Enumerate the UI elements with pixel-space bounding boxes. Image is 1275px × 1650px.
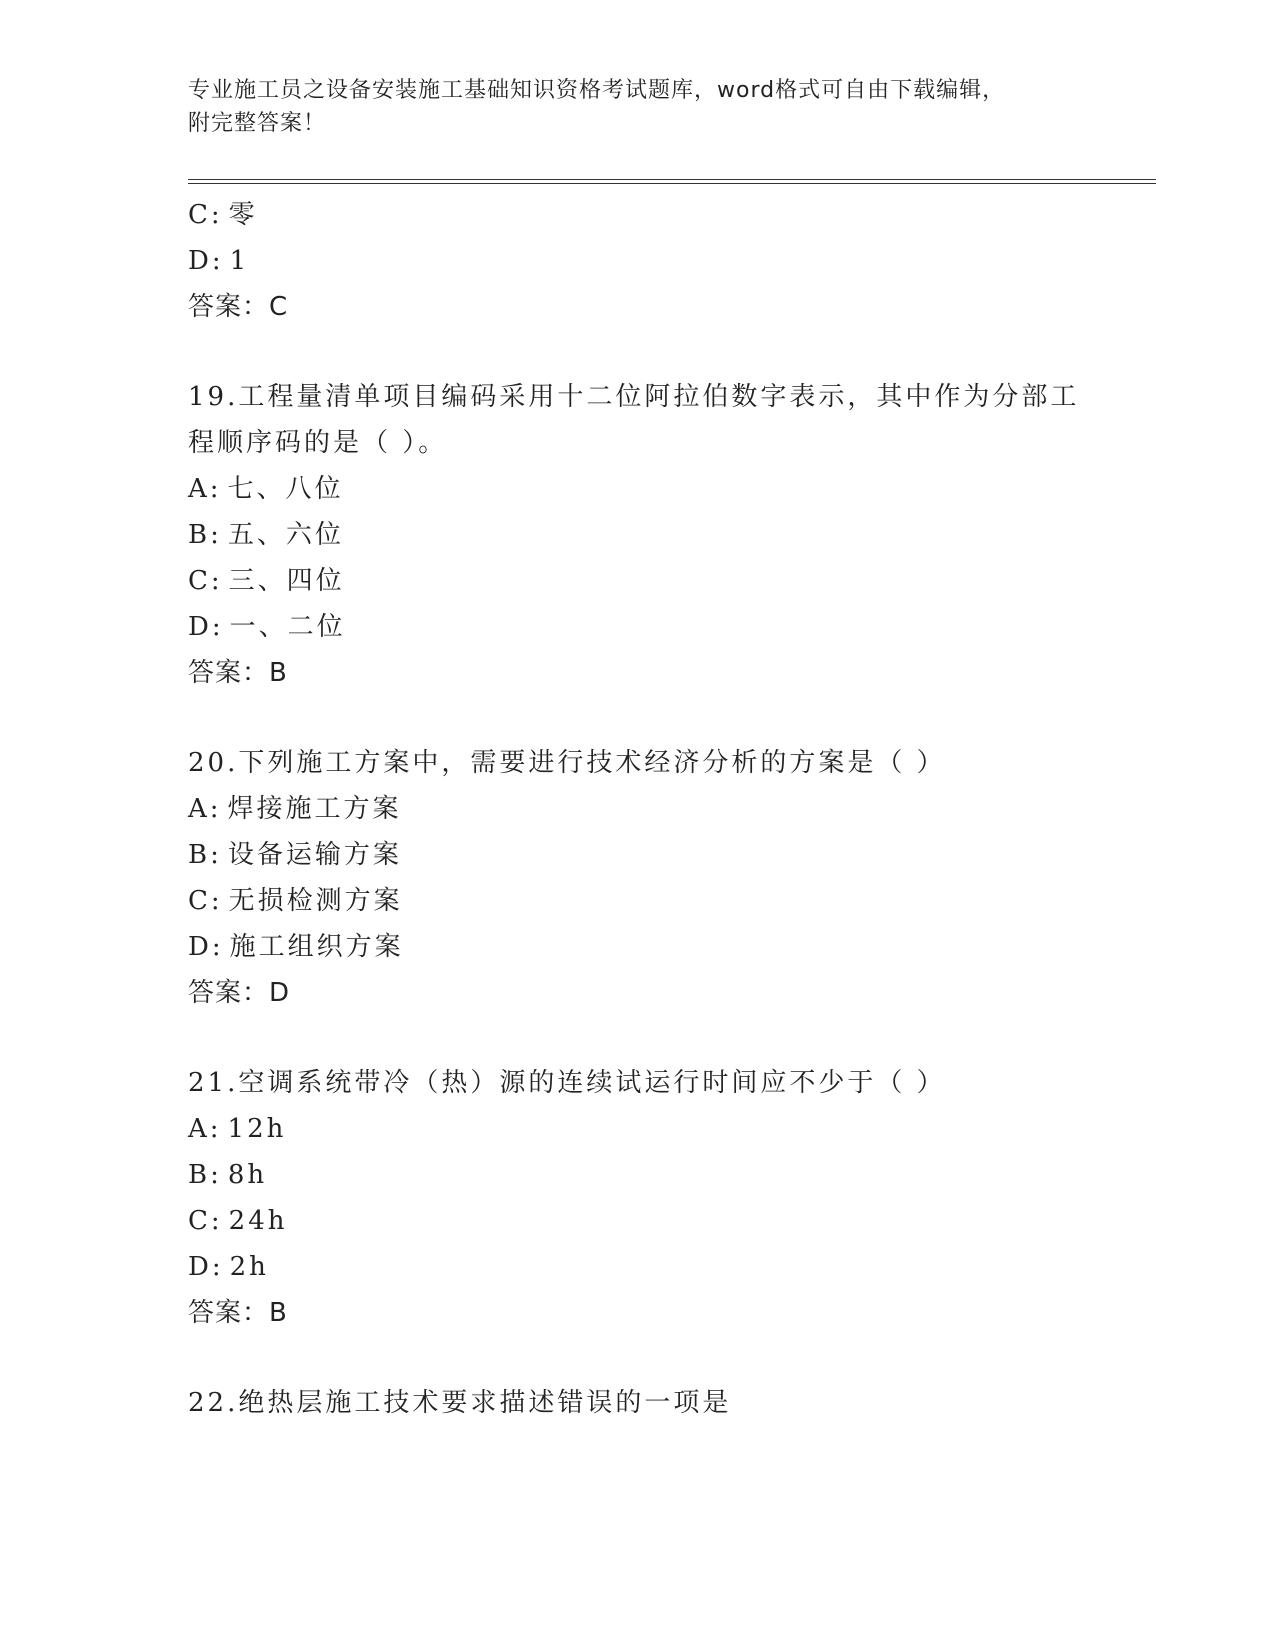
question-text: 绝热层施工技术要求描述错误的一项是 (238, 1388, 732, 1418)
question-text-part-1: 工程量清单项目编码采用十二位阿拉伯数字表示，其中作为分部工 (238, 382, 1080, 412)
spacer (188, 1016, 1148, 1060)
option-text: 8h (227, 1160, 268, 1190)
question-number: 20. (188, 748, 239, 778)
option-b (188, 512, 1148, 558)
question-21 (188, 1060, 1148, 1336)
option-letter: A: (188, 1114, 222, 1144)
question-22 (188, 1380, 1148, 1426)
option-b (188, 1152, 1148, 1198)
option-letter: C: (188, 886, 223, 916)
question-line-1 (188, 1060, 1148, 1106)
option-letter: C: (188, 200, 223, 230)
option-text: 五、六位 (227, 520, 344, 550)
question-line-1 (188, 374, 1148, 420)
option-d (188, 238, 1148, 284)
answer: 答案：C (188, 292, 289, 322)
option-letter: C: (188, 566, 223, 596)
option-text: 设备运输方案 (227, 840, 402, 870)
option-letter: A: (188, 474, 222, 504)
spacer (188, 330, 1148, 374)
question-list (188, 192, 1148, 1426)
option-text: 12h (227, 1114, 287, 1144)
option-c (188, 1198, 1148, 1244)
option-text: 七、八位 (227, 474, 344, 504)
option-letter: A: (188, 794, 222, 824)
question-number: 22. (188, 1388, 239, 1418)
question-18-tail (188, 192, 1148, 330)
option-letter: B: (188, 520, 222, 550)
option-letter: C: (188, 1206, 223, 1236)
question-text: 空调系统带冷（热）源的连续试运行时间应不少于（ ） (238, 1068, 946, 1098)
option-text: 1 (229, 246, 250, 276)
option-text: 施工组织方案 (229, 932, 404, 962)
option-text: 无损检测方案 (228, 886, 403, 916)
option-letter: B: (188, 840, 222, 870)
spacer (188, 696, 1148, 740)
option-c (188, 878, 1148, 924)
option-letter: D: (188, 612, 224, 642)
option-d (188, 1244, 1148, 1290)
option-d (188, 924, 1148, 970)
question-20 (188, 740, 1148, 1016)
question-number: 21. (188, 1068, 239, 1098)
option-text: 三、四位 (228, 566, 345, 596)
header-line-1: 专业施工员之设备安装施工基础知识资格考试题库，word格式可自由下载编辑， (188, 78, 1006, 103)
question-19 (188, 374, 1148, 696)
question-text: 下列施工方案中，需要进行技术经济分析的方案是（ ） (238, 748, 946, 778)
option-a (188, 786, 1148, 832)
option-letter: B: (188, 1160, 222, 1190)
option-letter: D: (188, 1252, 224, 1282)
option-d (188, 604, 1148, 650)
option-letter: D: (188, 932, 224, 962)
header-line-2: 附完整答案！ (188, 111, 327, 136)
option-text: 焊接施工方案 (227, 794, 402, 824)
option-text: 零 (228, 200, 258, 230)
option-b (188, 832, 1148, 878)
document-header (188, 74, 1088, 140)
question-number: 19. (188, 382, 239, 412)
question-line-1 (188, 1380, 1148, 1426)
header-divider (188, 179, 1156, 184)
question-line-2: 程顺序码的是（ ）。 (188, 428, 448, 458)
answer: 答案：B (188, 658, 288, 688)
option-text: 2h (229, 1252, 269, 1282)
option-text: 一、二位 (229, 612, 346, 642)
option-c (188, 192, 1148, 238)
option-letter: D: (188, 246, 224, 276)
question-line-1 (188, 740, 1148, 786)
option-a (188, 466, 1148, 512)
spacer (188, 1336, 1148, 1380)
answer: 答案：D (188, 978, 291, 1008)
option-c (188, 558, 1148, 604)
option-text: 24h (228, 1206, 288, 1236)
answer: 答案：B (188, 1298, 288, 1328)
option-a (188, 1106, 1148, 1152)
